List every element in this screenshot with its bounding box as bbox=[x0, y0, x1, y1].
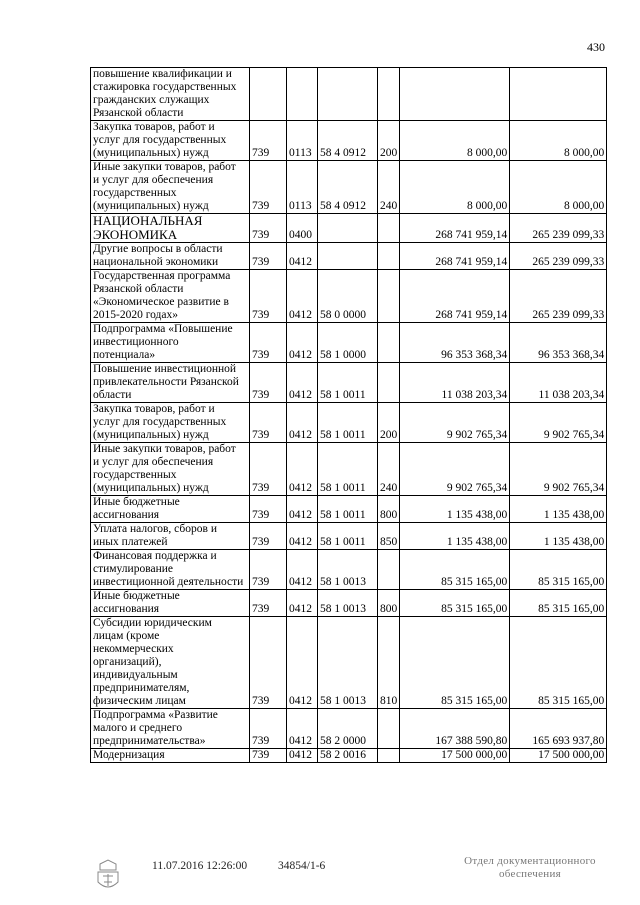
row-amount-executed: 265 239 099,33 bbox=[510, 214, 607, 243]
table-row bbox=[91, 403, 607, 443]
row-name-line: Финансовая поддержка и bbox=[93, 550, 217, 562]
row-gr-code: 739 bbox=[250, 550, 287, 590]
row-name bbox=[91, 270, 250, 323]
row-name bbox=[91, 403, 250, 443]
row-name-line: услуг для государственных bbox=[93, 416, 227, 428]
row-section-code: 0412 bbox=[287, 443, 318, 496]
row-section-code: 0412 bbox=[287, 550, 318, 590]
row-amount-executed: 17 500 000,00 bbox=[510, 749, 607, 763]
table-row bbox=[91, 749, 607, 763]
row-amount-approved: 85 315 165,00 bbox=[400, 590, 510, 617]
budget-table bbox=[90, 67, 607, 763]
row-section-code: 0412 bbox=[287, 590, 318, 617]
row-gr-code: 739 bbox=[250, 709, 287, 749]
row-name-line: предпринимателям, bbox=[93, 682, 190, 694]
department-stamp bbox=[440, 855, 620, 881]
row-expense-type bbox=[378, 270, 400, 323]
row-article-code: 58 1 0011 bbox=[318, 363, 378, 403]
row-article-code: 58 0 0000 bbox=[318, 270, 378, 323]
row-name bbox=[91, 443, 250, 496]
row-name-line: привлекательности Рязанской bbox=[93, 376, 239, 388]
row-name-line: Уплата налогов, сборов и bbox=[93, 523, 217, 535]
row-amount-approved: 268 741 959,14 bbox=[400, 214, 510, 243]
row-section-code: 0412 bbox=[287, 323, 318, 363]
row-name-line: Закупка товаров, работ и bbox=[93, 403, 215, 415]
row-name-line: национальной экономики bbox=[93, 256, 219, 268]
row-article-code: 58 1 0013 bbox=[318, 550, 378, 590]
row-name-line: лицам (кроме bbox=[93, 630, 160, 642]
row-name-line: Рязанской области bbox=[93, 107, 184, 119]
row-name-line: Подпрограмма «Повышение bbox=[93, 323, 233, 335]
row-section-code: 0412 bbox=[287, 403, 318, 443]
row-amount-approved: 268 741 959,14 bbox=[400, 243, 510, 270]
table-row bbox=[91, 214, 607, 243]
stamp-line-1: Отдел документационного bbox=[464, 855, 596, 867]
row-name-line: ЭКОНОМИКА bbox=[93, 227, 178, 242]
row-name-line: области bbox=[93, 389, 132, 401]
row-section-code bbox=[287, 68, 318, 121]
row-name-line: (муниципальных) нужд bbox=[93, 482, 209, 494]
row-name-line: услуг для государственных bbox=[93, 134, 227, 146]
row-amount-executed: 9 902 765,34 bbox=[510, 403, 607, 443]
row-name-line: гражданских служащих bbox=[93, 94, 210, 106]
row-section-code: 0412 bbox=[287, 523, 318, 550]
row-section-code: 0412 bbox=[287, 496, 318, 523]
row-section-code: 0412 bbox=[287, 363, 318, 403]
row-name-line: стажировка государственных bbox=[93, 81, 237, 93]
row-name-line: Рязанской области bbox=[93, 283, 184, 295]
row-name bbox=[91, 323, 250, 363]
row-amount-approved: 85 315 165,00 bbox=[400, 617, 510, 709]
row-name-line: малого и среднего bbox=[93, 722, 183, 734]
row-name-line: Иные бюджетные bbox=[93, 496, 180, 508]
coat-of-arms-icon bbox=[90, 858, 126, 894]
table-row bbox=[91, 68, 607, 121]
footer-timestamp: 11.07.2016 12:26:00 bbox=[152, 860, 248, 872]
row-section-code: 0412 bbox=[287, 243, 318, 270]
table-row bbox=[91, 363, 607, 403]
row-name-line: предпринимательства» bbox=[93, 735, 206, 747]
row-name-line: инвестиционной деятельности bbox=[93, 576, 244, 588]
row-article-code bbox=[318, 68, 378, 121]
table-row bbox=[91, 617, 607, 709]
row-name bbox=[91, 214, 250, 243]
row-amount-approved: 1 135 438,00 bbox=[400, 496, 510, 523]
row-article-code: 58 1 0011 bbox=[318, 496, 378, 523]
row-article-code: 58 2 0016 bbox=[318, 749, 378, 763]
row-gr-code: 739 bbox=[250, 161, 287, 214]
row-amount-executed: 9 902 765,34 bbox=[510, 443, 607, 496]
row-name-line: государственных bbox=[93, 187, 177, 199]
table-row bbox=[91, 443, 607, 496]
row-expense-type bbox=[378, 363, 400, 403]
row-name-line: организаций), bbox=[93, 656, 162, 668]
row-name-line: «Экономическое развитие в bbox=[93, 296, 229, 308]
row-name-line: Государственная программа bbox=[93, 270, 231, 282]
row-article-code: 58 1 0013 bbox=[318, 590, 378, 617]
row-name-line: физическим лицам bbox=[93, 695, 186, 707]
row-name bbox=[91, 68, 250, 121]
row-expense-type: 200 bbox=[378, 403, 400, 443]
row-amount-executed: 8 000,00 bbox=[510, 161, 607, 214]
row-amount-approved: 17 500 000,00 bbox=[400, 749, 510, 763]
row-name bbox=[91, 496, 250, 523]
row-amount-approved bbox=[400, 68, 510, 121]
row-name-line: Иные закупки товаров, работ bbox=[93, 443, 236, 455]
row-section-code: 0412 bbox=[287, 749, 318, 763]
row-article-code: 58 1 0000 bbox=[318, 323, 378, 363]
row-name-line: потенциала» bbox=[93, 349, 156, 361]
stamp-line-2: обеспечения bbox=[498, 868, 562, 880]
row-name-line: ассигнования bbox=[93, 603, 160, 615]
row-name-line: 2015-2020 годах» bbox=[93, 309, 179, 321]
row-name-line: Другие вопросы в области bbox=[93, 243, 223, 255]
table-row bbox=[91, 323, 607, 363]
row-gr-code: 739 bbox=[250, 403, 287, 443]
row-amount-approved: 8 000,00 bbox=[400, 121, 510, 161]
row-name-line: инвестиционного bbox=[93, 336, 179, 348]
row-amount-executed: 265 239 099,33 bbox=[510, 270, 607, 323]
row-amount-approved: 268 741 959,14 bbox=[400, 270, 510, 323]
row-amount-approved: 9 902 765,34 bbox=[400, 443, 510, 496]
row-section-code: 0400 bbox=[287, 214, 318, 243]
row-gr-code: 739 bbox=[250, 590, 287, 617]
row-name-line: Субсидии юридическим bbox=[93, 617, 212, 629]
row-name-line: повышение квалификации и bbox=[93, 68, 232, 80]
row-name-line: и услуг для обеспечения bbox=[93, 456, 214, 468]
row-expense-type bbox=[378, 243, 400, 270]
row-name-line: Иные закупки товаров, работ bbox=[93, 161, 236, 173]
row-gr-code bbox=[250, 68, 287, 121]
row-name-line: некоммерческих bbox=[93, 643, 174, 655]
row-expense-type bbox=[378, 709, 400, 749]
row-expense-type: 800 bbox=[378, 496, 400, 523]
row-gr-code: 739 bbox=[250, 496, 287, 523]
row-amount-executed: 85 315 165,00 bbox=[510, 617, 607, 709]
row-amount-approved: 96 353 368,34 bbox=[400, 323, 510, 363]
row-gr-code: 739 bbox=[250, 363, 287, 403]
row-name bbox=[91, 590, 250, 617]
row-name bbox=[91, 161, 250, 214]
row-gr-code: 739 bbox=[250, 323, 287, 363]
table-row bbox=[91, 243, 607, 270]
table-row bbox=[91, 496, 607, 523]
row-article-code: 58 4 0912 bbox=[318, 121, 378, 161]
row-name bbox=[91, 363, 250, 403]
row-name bbox=[91, 617, 250, 709]
row-article-code: 58 2 0000 bbox=[318, 709, 378, 749]
table-row bbox=[91, 709, 607, 749]
row-name-line: (муниципальных) нужд bbox=[93, 429, 209, 441]
row-amount-approved: 167 388 590,80 bbox=[400, 709, 510, 749]
row-article-code: 58 1 0011 bbox=[318, 403, 378, 443]
row-amount-executed: 85 315 165,00 bbox=[510, 550, 607, 590]
row-expense-type: 810 bbox=[378, 617, 400, 709]
row-name-line: (муниципальных) нужд bbox=[93, 200, 209, 212]
footer-document-number: 34854/1-6 bbox=[278, 860, 326, 872]
row-gr-code: 739 bbox=[250, 121, 287, 161]
page-number: 430 bbox=[587, 40, 605, 54]
row-name-line: иных платежей bbox=[93, 536, 168, 548]
row-name-line: Иные бюджетные bbox=[93, 590, 180, 602]
row-article-code bbox=[318, 214, 378, 243]
row-name-line: ассигнования bbox=[93, 509, 160, 521]
row-gr-code: 739 bbox=[250, 523, 287, 550]
row-article-code: 58 1 0011 bbox=[318, 523, 378, 550]
row-name bbox=[91, 709, 250, 749]
row-amount-executed: 8 000,00 bbox=[510, 121, 607, 161]
row-article-code: 58 1 0013 bbox=[318, 617, 378, 709]
row-name-line: (муниципальных) нужд bbox=[93, 147, 209, 159]
table-row bbox=[91, 550, 607, 590]
row-gr-code: 739 bbox=[250, 214, 287, 243]
row-gr-code: 739 bbox=[250, 270, 287, 323]
row-name-line: НАЦИОНАЛЬНАЯ bbox=[93, 213, 203, 228]
row-section-code: 0113 bbox=[287, 121, 318, 161]
row-gr-code: 739 bbox=[250, 617, 287, 709]
row-name bbox=[91, 550, 250, 590]
row-name bbox=[91, 121, 250, 161]
row-amount-approved: 1 135 438,00 bbox=[400, 523, 510, 550]
row-name-line: государственных bbox=[93, 469, 177, 481]
row-amount-approved: 8 000,00 bbox=[400, 161, 510, 214]
row-name-line: стимулирование bbox=[93, 563, 173, 575]
row-amount-executed: 85 315 165,00 bbox=[510, 590, 607, 617]
row-expense-type: 800 bbox=[378, 590, 400, 617]
row-amount-approved: 85 315 165,00 bbox=[400, 550, 510, 590]
table-row bbox=[91, 270, 607, 323]
table-row bbox=[91, 523, 607, 550]
row-expense-type bbox=[378, 323, 400, 363]
row-name bbox=[91, 749, 250, 763]
row-section-code: 0113 bbox=[287, 161, 318, 214]
row-amount-executed: 1 135 438,00 bbox=[510, 523, 607, 550]
row-expense-type: 850 bbox=[378, 523, 400, 550]
row-name-line: Повышение инвестиционной bbox=[93, 363, 237, 375]
row-name bbox=[91, 523, 250, 550]
row-article-code: 58 1 0011 bbox=[318, 443, 378, 496]
table-row bbox=[91, 590, 607, 617]
row-amount-executed bbox=[510, 68, 607, 121]
row-name-line: Подпрограмма «Развитие bbox=[93, 709, 218, 721]
table-row bbox=[91, 121, 607, 161]
row-amount-executed: 96 353 368,34 bbox=[510, 323, 607, 363]
row-section-code: 0412 bbox=[287, 270, 318, 323]
row-section-code: 0412 bbox=[287, 617, 318, 709]
row-amount-approved: 11 038 203,34 bbox=[400, 363, 510, 403]
table-row bbox=[91, 161, 607, 214]
row-amount-executed: 1 135 438,00 bbox=[510, 496, 607, 523]
row-section-code: 0412 bbox=[287, 709, 318, 749]
row-article-code: 58 4 0912 bbox=[318, 161, 378, 214]
row-expense-type bbox=[378, 214, 400, 243]
row-expense-type bbox=[378, 749, 400, 763]
row-amount-executed: 265 239 099,33 bbox=[510, 243, 607, 270]
row-name bbox=[91, 243, 250, 270]
row-gr-code: 739 bbox=[250, 243, 287, 270]
row-amount-approved: 9 902 765,34 bbox=[400, 403, 510, 443]
row-expense-type: 200 bbox=[378, 121, 400, 161]
row-name-line: индивидуальным bbox=[93, 669, 178, 681]
row-name-line: и услуг для обеспечения bbox=[93, 174, 214, 186]
row-amount-executed: 165 693 937,80 bbox=[510, 709, 607, 749]
row-name-line: Закупка товаров, работ и bbox=[93, 121, 215, 133]
row-gr-code: 739 bbox=[250, 443, 287, 496]
row-expense-type: 240 bbox=[378, 443, 400, 496]
row-article-code bbox=[318, 243, 378, 270]
row-expense-type bbox=[378, 68, 400, 121]
row-name-line: Модернизация bbox=[93, 749, 165, 761]
row-expense-type bbox=[378, 550, 400, 590]
row-expense-type: 240 bbox=[378, 161, 400, 214]
row-amount-executed: 11 038 203,34 bbox=[510, 363, 607, 403]
row-gr-code: 739 bbox=[250, 749, 287, 763]
